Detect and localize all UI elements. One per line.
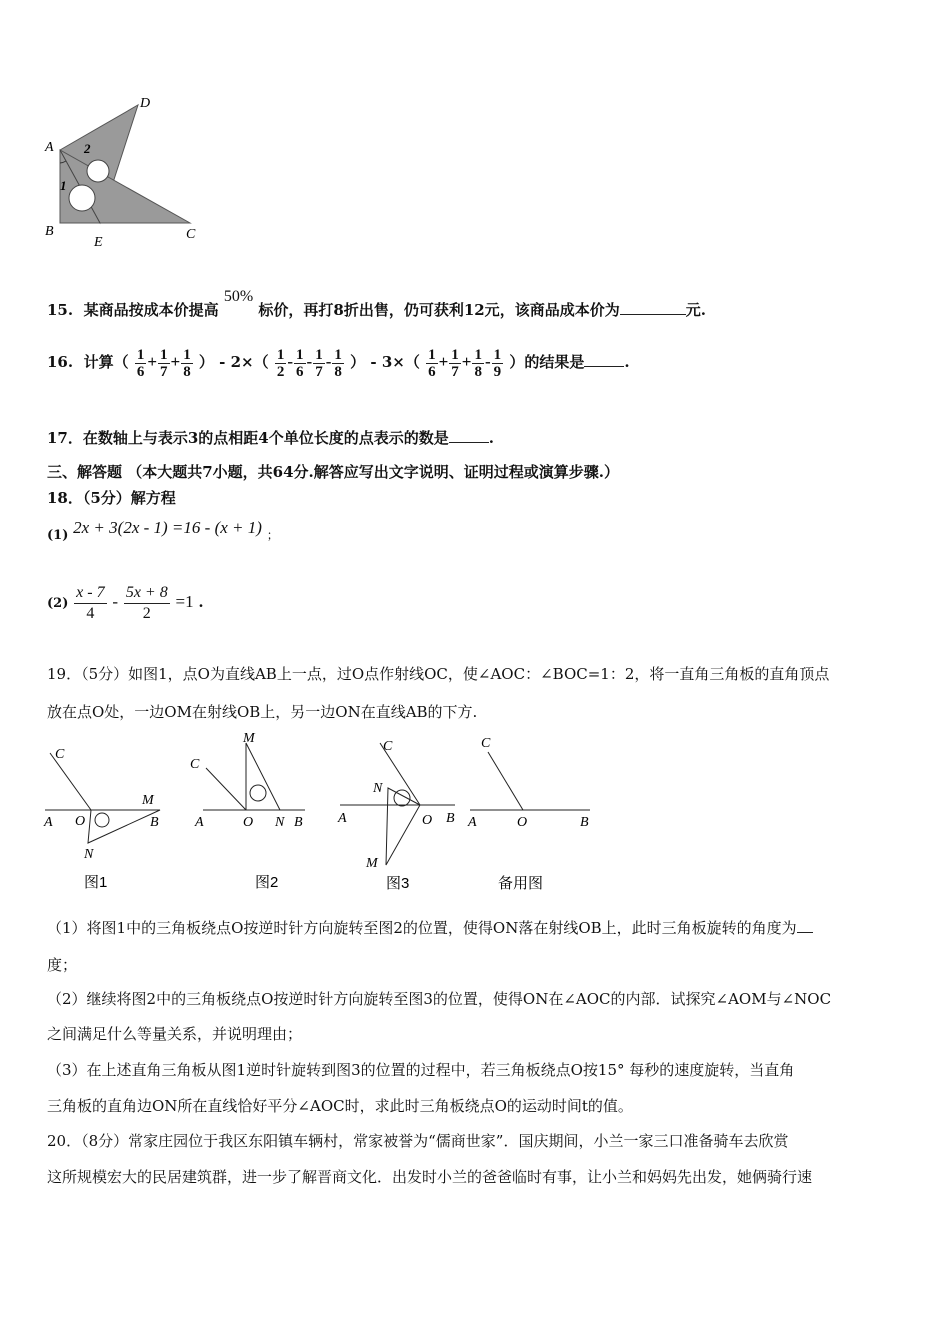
label-B: B	[45, 224, 54, 239]
angle-1: 1	[60, 178, 67, 193]
question-19-part3-line2: 三角板的直角边ON所在直线恰好平分∠AOC时，求此时三角板绕点O的运动时间t的值。	[47, 1097, 633, 1115]
question-15: 15. 某商品按成本价提高 50% 标价，再打8折出售，仍可获利12元，该商品成本价为 元.	[47, 288, 706, 319]
figure-3	[337, 739, 455, 892]
question-19-line2: 放在点O处，一边OM在射线OB上，另一边ON在直线AB的下方.	[47, 703, 478, 721]
svg-text:图3: 图3	[386, 875, 410, 892]
question-18-title: 18．（5分）解方程	[47, 489, 176, 507]
figure-1	[43, 747, 160, 891]
svg-text:O: O	[422, 813, 433, 828]
question-19-part1-line2: 度；	[47, 956, 78, 974]
svg-text:O: O	[517, 815, 528, 830]
section-3-header: 三、解答题 （本大题共7小题，共64分.解答应写出文字说明、证明过程或演算步骤.）	[47, 463, 619, 481]
svg-text:B: B	[294, 815, 303, 830]
svg-text:B: B	[150, 815, 159, 830]
svg-text:C: C	[383, 739, 393, 754]
svg-text:C: C	[481, 736, 491, 751]
svg-text:M: M	[366, 856, 378, 871]
question-19-part1-line1: （1）将图1中的三角板绕点O按逆时针方向旋转至图2的位置，使得ON落在射线OB上，此时三角板旋转的角度为	[47, 918, 813, 938]
label-A: A	[45, 140, 54, 155]
svg-text:N: N	[373, 781, 383, 796]
svg-text:备用图: 备用图	[498, 875, 544, 892]
svg-text:M: M	[142, 793, 154, 808]
angle-2: 2	[84, 141, 91, 156]
svg-text:图2: 图2	[255, 874, 279, 891]
geometry-figure-14	[40, 95, 210, 255]
question-18-part2: (2) $\frac{x - 7}{4}$ - $\frac{5x + 8}{2}$ =1 .	[47, 583, 204, 622]
question-19-part2-line2: 之间满足什么等量关系，并说明理由；	[47, 1025, 303, 1043]
question-18-part1: (1) 2x + 3(2x - 1) =16 - (x + 1) ；	[47, 518, 279, 543]
question-19-part2-line1: （2）继续将图2中的三角板绕点O按逆时针方向旋转至图3的位置，使得ON在∠AOC的内部．试探究∠AOM与∠NOC	[47, 990, 832, 1008]
svg-text:A: A	[338, 811, 347, 826]
svg-text:B: B	[580, 815, 589, 830]
svg-text:C: C	[190, 757, 200, 772]
label-D: D	[140, 96, 151, 111]
percent: 50%	[223, 288, 254, 305]
svg-text:N: N	[275, 815, 285, 830]
question-20-line2: 这所规模宏大的民居建筑群，进一步了解晋商文化．出发时小兰的爸爸临时有事，让小兰和妈妈先出发，她俩骑行速	[47, 1168, 813, 1186]
question-19-line1: 19．（5分）如图1，点O为直线AB上一点，过O点作射线OC，使∠AOC：∠BOC=1：2，将一直角三角板的直角顶点	[47, 665, 830, 683]
svg-text:图1: 图1	[84, 874, 108, 891]
label-E: E	[94, 235, 103, 250]
svg-text:C: C	[55, 747, 65, 762]
figure-backup	[467, 736, 590, 892]
svg-text:A: A	[468, 815, 477, 830]
question-16: 16. 计算（ $\frac{1}{6}$ + $\frac{1}{7}$ + $\frac{1}{8}$ ） - 2×（ $\frac{1}{2}$ - $\frac{1}{6}$ - $\frac{1}{7}$ - $\frac{1}{8}$ ） - 3×（ $\frac{1}{6}$ + $\frac{1}{7}$ + $\frac{1}{8}$ - $\frac{1}{9}$ ）的结果是 .	[47, 346, 630, 380]
question-20-line1: 20．（8分）常家庄园位于我区东阳镇车辆村，常家被誉为“儒商世家”．国庆期间，小兰一家三口准备骑车去欣赏	[47, 1132, 789, 1150]
figures-19	[40, 730, 610, 900]
figure-2	[190, 731, 305, 891]
svg-text:N: N	[84, 847, 94, 862]
label-C: C	[186, 227, 196, 242]
question-17: 17．在数轴上与表示3的点相距4个单位长度的点表示的数是 .	[47, 429, 494, 447]
svg-text:B: B	[446, 811, 455, 826]
svg-text:O: O	[243, 815, 254, 830]
svg-text:A: A	[44, 815, 53, 830]
svg-text:A: A	[195, 815, 204, 830]
svg-text:M: M	[243, 731, 255, 746]
question-19-part3-line1: （3）在上述直角三角板从图1逆时针旋转到图3的位置的过程中，若三角板绕点O按15° 每秒的速度旋转，当直角	[47, 1061, 795, 1079]
svg-text:O: O	[75, 814, 86, 829]
